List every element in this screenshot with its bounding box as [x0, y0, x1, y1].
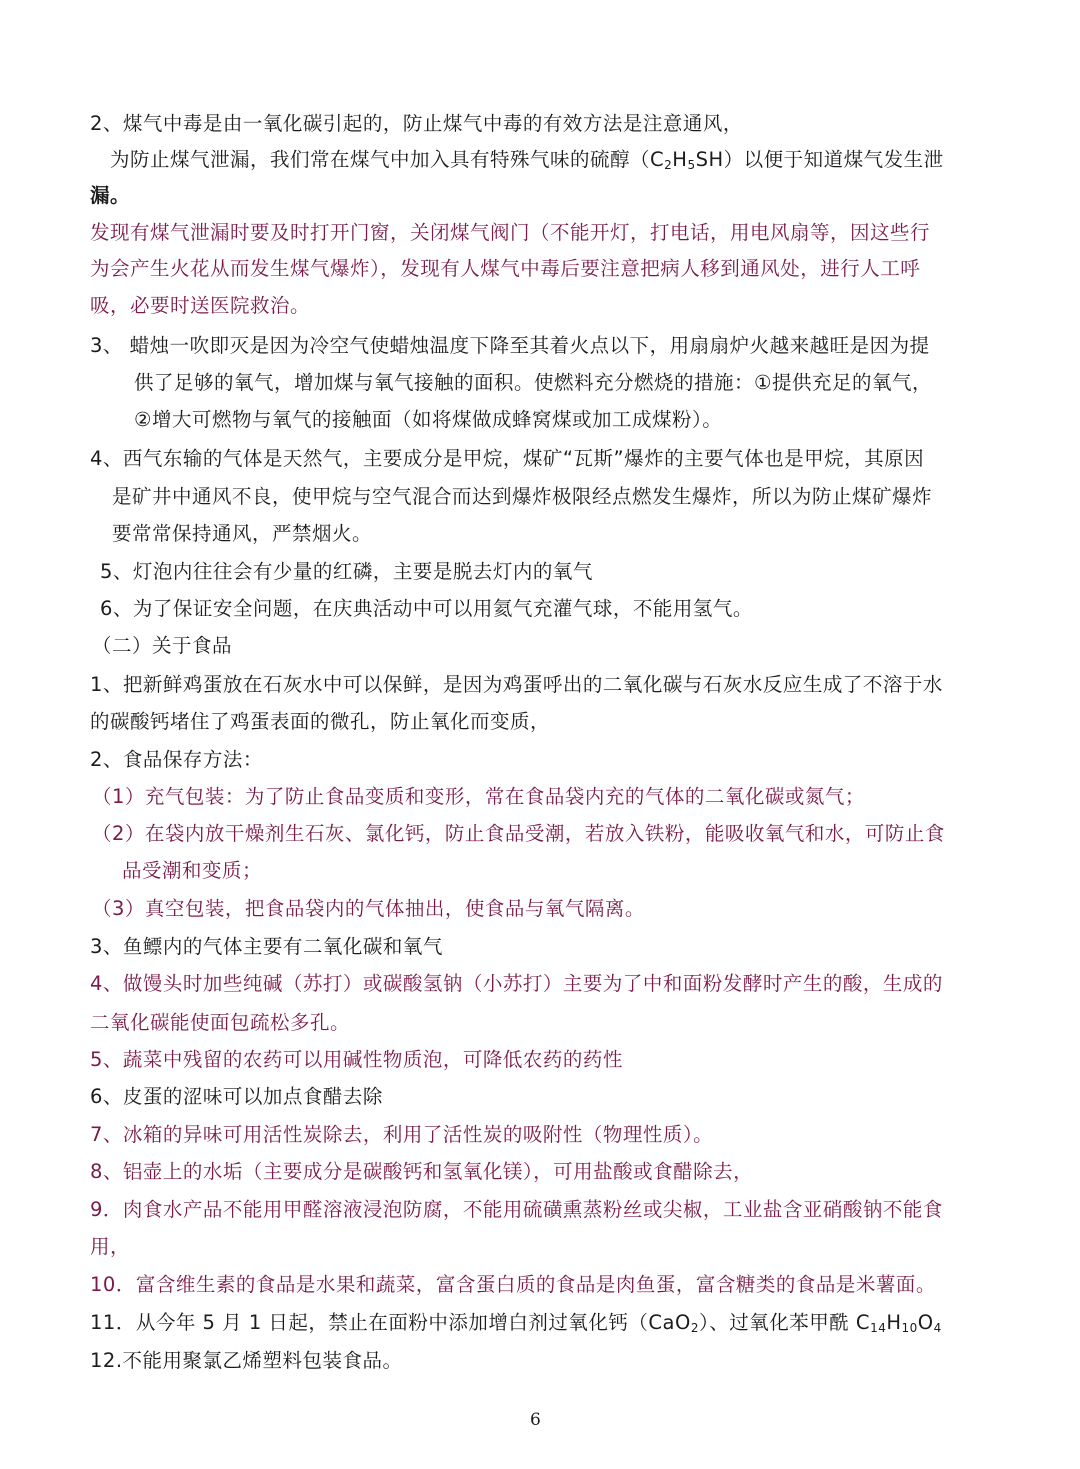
text-line: 3、鱼鳔内的气体主要有二氧化碳和氧气 — [90, 935, 443, 958]
page-number: 6 — [530, 1410, 541, 1430]
text-line: 7、冰箱的异味可用活性炭除去，利用了活性炭的吸附性（物理性质）。 — [90, 1123, 714, 1146]
text-line: 要常常保持通风，严禁烟火。 — [112, 522, 373, 545]
text-line: 吸，必要时送医院救治。 — [90, 294, 311, 317]
text-line: 6、为了保证安全问题，在庆典活动中可以用氦气充灌气球，不能用氢气。 — [100, 597, 753, 620]
text-line: 二氧化碳能使面包疏松多孔。 — [90, 1011, 351, 1034]
text-line: ②增大可燃物与氧气的接触面（如将煤做成蜂窝煤或加工成煤粉）。 — [134, 408, 723, 431]
text-line: 是矿井中通风不良，使甲烷与空气混合而达到爆炸极限经点燃发生爆炸，所以为防止煤矿爆炸 — [112, 485, 933, 508]
text-line: 发现有煤气泄漏时要及时打开门窗，关闭煤气阀门（不能开灯，打电话，用电风扇等，因这些行 — [90, 221, 931, 244]
section-heading: （二）关于食品 — [92, 634, 233, 657]
text-line: 2、煤气中毒是由一氧化碳引起的，防止煤气中毒的有效方法是注意通风， — [90, 112, 743, 135]
text-line: 2、食品保存方法： — [90, 748, 263, 771]
text-line: 漏。 — [90, 184, 131, 207]
text-line: 6、皮蛋的涩味可以加点食醋去除 — [90, 1085, 383, 1108]
text-line: 3、 蜡烛一吹即灭是因为冷空气使蜡烛温度下降至其着火点以下，用扇扇炉火越来越旺是因为提 — [90, 334, 930, 357]
text-line: 为防止煤气泄漏，我们常在煤气中加入具有特殊气味的硫醇$(C_2H_5SH)$以便于知道煤气发生泄 — [110, 148, 944, 172]
text-line: 1、把新鲜鸡蛋放在石灰水中可以保鲜，是因为鸡蛋呼出的二氧化碳与石灰水反应生成了不溶于水 — [90, 673, 943, 696]
text-line: 为会产生火花从而发生煤气爆炸），发现有人煤气中毒后要注意把病人移到通风处，进行人工呼 — [90, 257, 921, 280]
text-line: 12.不能用聚氯乙烯塑料包装食品。 — [90, 1349, 403, 1372]
text-line: 8、铝壶上的水垢（主要成分是碳酸钙和氢氧化镁），可用盐酸或食醋除去， — [90, 1160, 754, 1183]
text-line: 供了足够的氧气，增加煤与氧气接触的面积。使燃料充分燃烧的措施：①提供充足的氧气， — [134, 371, 932, 394]
text-line: （2）在袋内放干燥剂生石灰、氯化钙，防止食品受潮，若放入铁粉，能吸收氧气和水，可防止食 — [92, 822, 945, 845]
text-line: （1）充气包装：为了防止食品变质和变形，常在食品袋内充的气体的二氧化碳或氮气； — [92, 785, 865, 808]
text-line: 用， — [90, 1235, 131, 1258]
text-line: 10．富含维生素的食品是水果和蔬菜，富含蛋白质的食品是肉鱼蛋，富含糖类的食品是米薯面。 — [90, 1273, 936, 1296]
text-line: 品受潮和变质； — [122, 859, 263, 882]
text-line: 的碳酸钙堵住了鸡蛋表面的微孔，防止氧化而变质， — [90, 710, 551, 733]
text-line: （3）真空包装，把食品袋内的气体抽出，使食品与氧气隔离。 — [92, 897, 645, 920]
text-line: 4、西气东输的气体是天然气，主要成分是甲烷，煤矿“瓦斯”爆炸的主要气体也是甲烷，其原因 — [90, 447, 925, 470]
text-line: 11．从今年 5 月 1 日起，禁止在面粉中添加增白剂过氧化钙（CaO$_2$）、过氧化苯甲酰 $C_{14}H_{10}O_4$ — [90, 1311, 942, 1335]
text-line: 5、灯泡内往往会有少量的红磷，主要是脱去灯内的氧气 — [100, 560, 593, 583]
text-line: 5、蔬菜中残留的农药可以用碱性物质泡，可降低农药的药性 — [90, 1048, 623, 1071]
text-line: 4、做馒头时加些纯碱（苏打）或碳酸氢钠（小苏打）主要为了中和面粉发酵时产生的酸，生成的 — [90, 972, 943, 995]
text-line: 9．肉食水产品不能用甲醛溶液浸泡防腐，不能用硫磺熏蒸粉丝或尖椒，工业盐含亚硝酸钠不能食 — [90, 1198, 943, 1221]
